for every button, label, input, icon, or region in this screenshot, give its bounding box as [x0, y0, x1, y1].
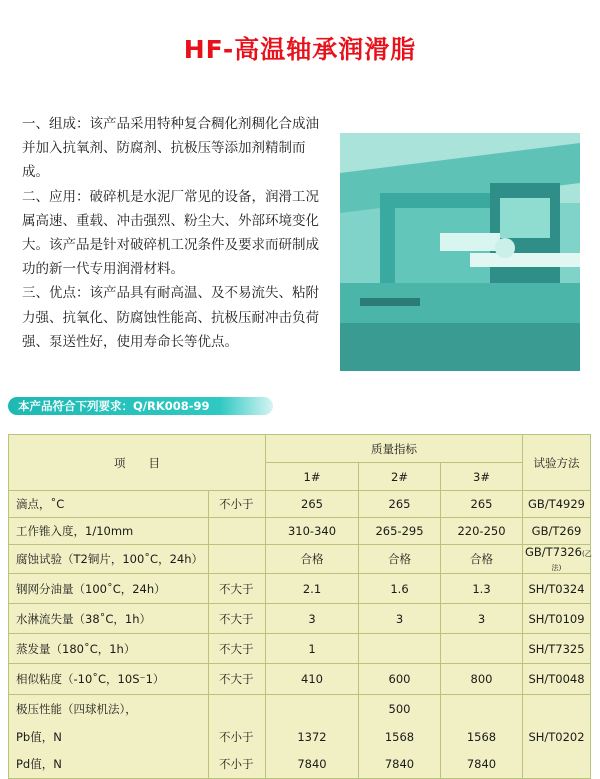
- table-row: [9, 634, 591, 664]
- row-value-2: 500: [359, 695, 441, 723]
- row-label: 工作锥入度，1/10mm: [9, 518, 209, 545]
- row-value-1: 265: [266, 491, 359, 518]
- row-value-3: 800: [441, 664, 523, 695]
- row-condition: 不大于: [209, 664, 266, 695]
- row-label: 滴点，˚C: [9, 491, 209, 518]
- table-row: [9, 518, 591, 545]
- header-method: 试验方法: [523, 435, 591, 491]
- table-row: [9, 751, 591, 779]
- row-value-2: 1.6: [359, 574, 441, 604]
- row-condition: [209, 545, 266, 574]
- row-label: Pb值，N: [9, 723, 209, 751]
- row-value-3: [441, 634, 523, 664]
- page-title: HF-高温轴承润滑脂: [183, 35, 417, 64]
- row-label: 腐蚀试验（T2铜片，100˚C，24h）: [9, 545, 209, 574]
- row-method: SH/T0324: [523, 574, 591, 604]
- intro-text: [22, 112, 328, 354]
- row-value-2: 1568: [359, 723, 441, 751]
- row-value-1: 310-340: [266, 518, 359, 545]
- row-label: Pd值，N: [9, 751, 209, 779]
- row-value-1: 合格: [266, 545, 359, 574]
- row-value-3: 220-250: [441, 518, 523, 545]
- row-value-2: [359, 634, 441, 664]
- row-method: GB/T269: [523, 518, 591, 545]
- row-value-1: 2.1: [266, 574, 359, 604]
- row-label: 钢网分油量（100˚C，24h）: [9, 574, 209, 604]
- row-value-1: 7840: [266, 751, 359, 779]
- row-value-2: 合格: [359, 545, 441, 574]
- row-method: GB/T4929: [523, 491, 591, 518]
- row-value-1: 1372: [266, 723, 359, 751]
- row-label: 蒸发量（180˚C，1h）: [9, 634, 209, 664]
- row-label: 相似粘度（-10˚C，10S⁻1）: [9, 664, 209, 695]
- application-paragraph: 二、应用：破碎机是水泥厂常见的设备，润滑工况属高速、重载、冲击强烈、粉尘大、外部环境变化大。该产品是针对破碎机工况条件及要求而研制成功的新一代专用润滑材料。: [22, 188, 319, 278]
- header-grade-3: 3#: [441, 463, 523, 491]
- spec-table: [8, 434, 591, 779]
- row-value-2: 600: [359, 664, 441, 695]
- row-value-3: 合格: [441, 545, 523, 574]
- row-value-2: 265: [359, 491, 441, 518]
- row-value-3: 1.3: [441, 574, 523, 604]
- row-value-3: 265: [441, 491, 523, 518]
- row-condition: 不小于: [209, 491, 266, 518]
- table-row: [9, 574, 591, 604]
- header-grade-2: 2#: [359, 463, 441, 491]
- row-value-2: 3: [359, 604, 441, 634]
- row-value-2: 265-295: [359, 518, 441, 545]
- row-value-3: 3: [441, 604, 523, 634]
- method-code: GB/T7326: [525, 545, 582, 559]
- row-method: SH/T0202: [523, 695, 591, 779]
- header-grade-1: 1#: [266, 463, 359, 491]
- crusher-photo: [340, 133, 580, 371]
- row-value-1: 3: [266, 604, 359, 634]
- table-row: [9, 723, 591, 751]
- row-value-2: 7840: [359, 751, 441, 779]
- composition-paragraph: 一、组成：该产品采用特种复合稠化剂稠化合成油并加入抗氧剂、防腐剂、抗极压等添加剂精制而成。: [22, 116, 319, 181]
- row-value-1: 1: [266, 634, 359, 664]
- row-condition: 不大于: [209, 604, 266, 634]
- table-row: [9, 491, 591, 518]
- row-condition: [209, 518, 266, 545]
- advantages-paragraph: 三、优点：该产品具有耐高温、及不易流失、粘附力强、抗氧化、防腐蚀性能高、抗极压耐冲击负荷强、泵送性好，使用寿命长等优点。: [22, 285, 319, 350]
- row-condition: 不小于: [209, 751, 266, 779]
- table-row: [9, 664, 591, 695]
- row-label: 极压性能（四球机法），: [9, 695, 209, 723]
- row-value-3: 1568: [441, 723, 523, 751]
- row-method: SH/T0048: [523, 664, 591, 695]
- table-row: [9, 604, 591, 634]
- row-condition: 不大于: [209, 634, 266, 664]
- row-condition: 不小于: [209, 723, 266, 751]
- table-row: [9, 545, 591, 574]
- row-condition: 不大于: [209, 574, 266, 604]
- row-method: SH/T0109: [523, 604, 591, 634]
- row-method: [523, 545, 591, 574]
- table-row: [9, 695, 591, 723]
- method-note: (乙法): [551, 550, 592, 572]
- row-value-1: 410: [266, 664, 359, 695]
- header-item: 项 目: [9, 435, 266, 491]
- standard-banner: 本产品符合下列要求：Q/RK008-99: [8, 397, 273, 415]
- row-label: 水淋流失量（38˚C，1h）: [9, 604, 209, 634]
- header-quality: 质量指标: [266, 435, 523, 463]
- row-method: SH/T7325: [523, 634, 591, 664]
- row-value-3: 7840: [441, 751, 523, 779]
